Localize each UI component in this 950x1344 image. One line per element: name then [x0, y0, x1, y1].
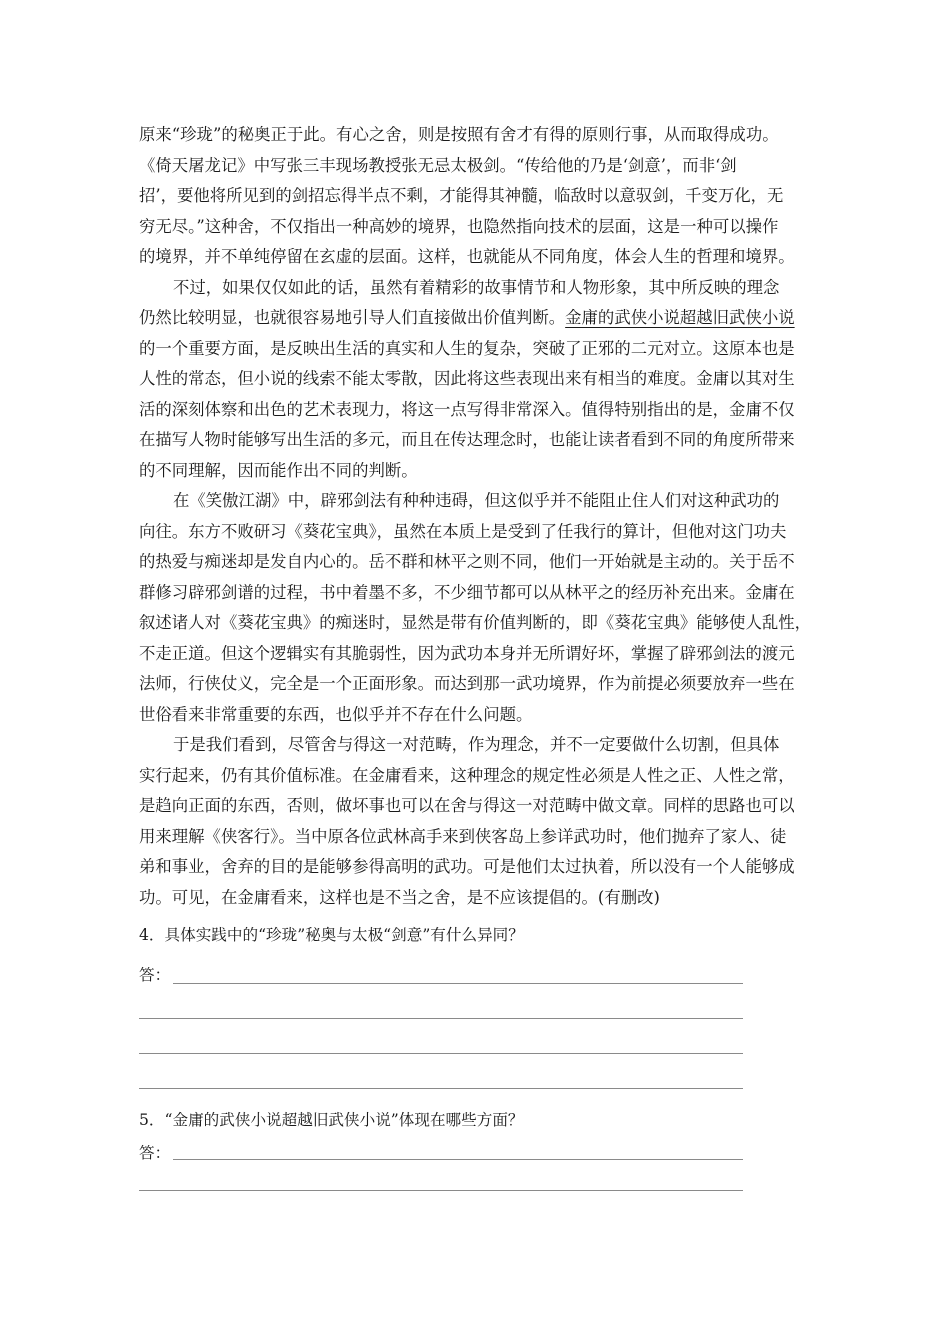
- text-line: 原来“珍珑”的秘奥正于此。有心之舍，则是按照有舍才有得的原则行事，从而取得成功。: [139, 125, 779, 144]
- text-line: 的一个重要方面，是反映出生活的真实和人生的复杂，突破了正邪的二元对立。这原本也是: [139, 338, 795, 358]
- text-line: 不走正道。但这个逻辑实有其脆弱性，因为武功本身并无所谓好坏，掌握了辟邪剑法的渡元: [139, 643, 795, 663]
- text-line: 于是我们看到，尽管舍与得这一对范畴，作为理念，并不一定要做什么切割，但具体: [173, 735, 780, 754]
- question-5: 5．“金庸的武侠小说超越旧武侠小说”体现在哪些方面？: [139, 1111, 524, 1129]
- text-segment: 仍然比较明显，也就很容易地引导人们直接做出价值判断。: [139, 308, 566, 327]
- answer-line[interactable]: [173, 1159, 743, 1160]
- answer-line[interactable]: [139, 1088, 743, 1089]
- text-line: 活的深刻体察和出色的艺术表现力，将这一点写得非常深入。值得特别指出的是，金庸不仅: [139, 399, 795, 419]
- text-line: 穷无尽。”这种舍，不仅指出一种高妙的境界，也隐然指向技术的层面，这是一种可以操作: [139, 216, 779, 236]
- text-line: 法师，行侠仗义，完全是一个正面形象。而达到那一武功境界，作为前提必须要放弃一些在: [139, 674, 795, 693]
- text-line: 招’，要他将所见到的剑招忘得半点不剩，才能得其神髓，临敌时以意驭剑，千变万化，无: [139, 186, 784, 205]
- answer-label-5: 答：: [139, 1144, 171, 1162]
- question-4: 4．具体实践中的“珍珑”秘奥与太极“剑意”有什么异同？: [139, 926, 524, 944]
- text-line: 的境界，并不单纯停留在玄虚的层面。这样，也就能从不同角度，体会人生的哲理和境界。: [139, 247, 795, 266]
- text-line: 弟和事业，舍弃的目的是能够参得高明的武功。可是他们太过执着，所以没有一个人能够成: [139, 857, 795, 876]
- text-line: [139, 303, 815, 334]
- text-line: 人性的常态，但小说的线索不能太零散，因此将这些表现出来有相当的难度。金庸以其对生: [139, 369, 795, 388]
- text-line: 实行起来，仍有其价值标准。在金庸看来，这种理念的规定性必须是人性之正、人性之常，: [139, 765, 795, 785]
- text-line: 世俗看来非常重要的东西，也似乎并不存在什么问题。: [139, 704, 533, 724]
- text-line: 在《笑傲江湖》中，辟邪剑法有种种违碍，但这似乎并不能阻止住人们对这种武功的: [173, 491, 780, 510]
- paragraph-4: [139, 730, 815, 913]
- underlined-sentence: 金庸的武侠小说超越旧武侠小说: [565, 308, 795, 327]
- text-line: 不过，如果仅仅如此的话，虽然有着精彩的故事情节和人物形象，其中所反映的理念: [173, 277, 780, 297]
- text-line: 的不同理解，因而能作出不同的判断。: [139, 460, 418, 480]
- text-line: 叙述诸人对《葵花宝典》的痴迷时，显然是带有价值判断的，即《葵花宝典》能够使人乱性，: [139, 613, 812, 632]
- paragraph-3: [139, 486, 815, 730]
- text-line: 的热爱与痴迷却是发自内心的。岳不群和林平之则不同，他们一开始就是主动的。关于岳不: [139, 552, 795, 571]
- answer-line[interactable]: [139, 1053, 743, 1054]
- answer-label-4: 答：: [139, 966, 171, 984]
- text-line: 在描写人物时能够写出生活的多元，而且在传达理念时，也能让读者看到不同的角度所带来: [139, 430, 795, 449]
- answer-line[interactable]: [139, 1190, 743, 1191]
- text-line: 《倚天屠龙记》中写张三丰现场教授张无忌太极剑。“传给他的乃是‘剑意’，而非‘剑: [139, 155, 737, 175]
- paragraph-2: [139, 273, 815, 487]
- answer-line[interactable]: [173, 983, 743, 984]
- text-line: 是趋向正面的东西，否则，做坏事也可以在舍与得这一对范畴中做文章。同样的思路也可以: [139, 796, 795, 815]
- text-line: 群修习辟邪剑谱的过程，书中着墨不多，不少细节都可以从林平之的经历补充出来。金庸在: [139, 582, 795, 602]
- paragraph-1: [139, 120, 815, 273]
- reading-passage: [139, 120, 815, 913]
- answer-line[interactable]: [139, 1018, 743, 1019]
- text-line: 用来理解《侠客行》。当中原各位武林高手来到侠客岛上参详武功时，他们抛弃了家人、徒: [139, 826, 787, 846]
- text-line: 向往。东方不败研习《葵花宝典》，虽然在本质上是受到了任我行的算计，但他对这门功夫: [139, 521, 787, 541]
- text-line: 功。可见，在金庸看来，这样也是不当之舍，是不应该提倡的。(有删改): [139, 887, 660, 907]
